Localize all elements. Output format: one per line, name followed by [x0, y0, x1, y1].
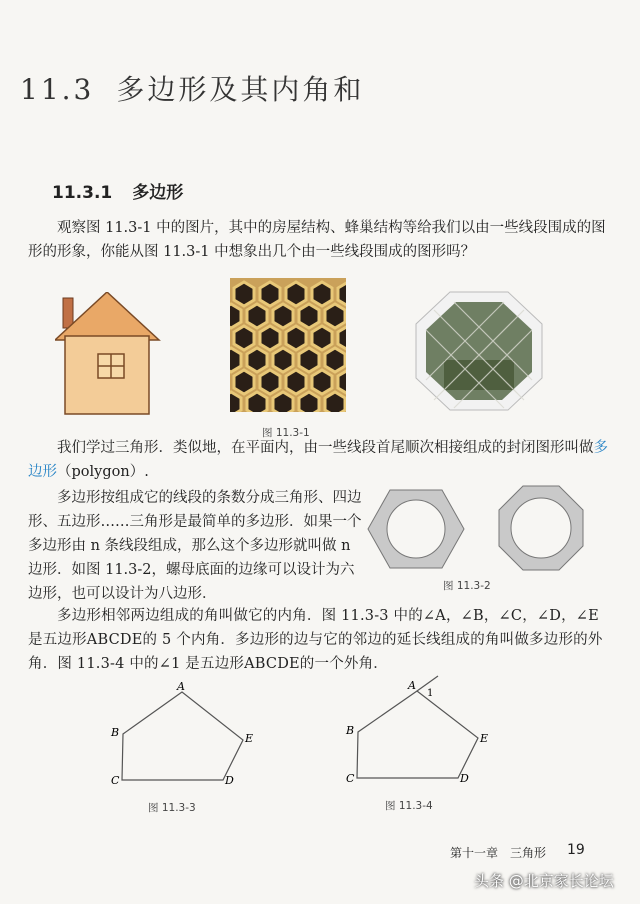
polygon-term: 多边形 — [28, 440, 608, 480]
vertex-label: B — [111, 726, 120, 739]
figure-caption: 图 11.3-3 — [148, 802, 196, 814]
pentagon-exterior-angle-figure — [338, 672, 502, 788]
page-number: 19 — [567, 842, 585, 858]
definition-text: 我们学过三角形．类似地，在平面内，由一些线段首尾顺次相接组成的封闭图形叫做 — [57, 440, 594, 456]
vertex-label: B — [346, 724, 355, 737]
figure-caption: 图 11.3-2 — [443, 580, 491, 592]
house-illustration — [55, 292, 165, 416]
vertex-label: C — [111, 774, 120, 787]
subsection-number: 11.3.1 — [52, 183, 113, 203]
angle-label: 1 — [427, 688, 434, 699]
subsection-title: 多边形 — [132, 183, 184, 203]
definition-english: （polygon）. — [57, 464, 149, 480]
section-number: 11.3 — [20, 73, 95, 106]
vertex-label: A — [408, 679, 416, 692]
footer-chapter: 第十一章 三角形 — [450, 846, 547, 860]
subsection-heading — [52, 178, 183, 203]
vertex-label: D — [460, 772, 469, 785]
octagon-nut — [498, 485, 584, 571]
vertex-label: E — [480, 732, 489, 745]
figure-caption: 图 11.3-4 — [385, 800, 433, 812]
vertex-label: C — [346, 772, 355, 785]
vertex-label: D — [225, 774, 234, 787]
paragraph-definition — [28, 436, 608, 484]
honeycomb-photo — [230, 278, 346, 412]
paragraph-observe: 观察图 11.3-1 中的图片，其中的房屋结构、蜂巢结构等给我们以由一些线段围成的图形的形象，你能从图 11.3-1 中想象出几个由一些线段围成的图形吗？ — [28, 220, 606, 260]
paragraph-interior-angles: 多边形相邻两边组成的角叫做它的内角．图 11.3-3 中的∠A，∠B，∠C，∠D，∠E 是五边形ABCDE的 5 个内角．多边形的边与它的邻边的延长线组成的角叫做多边形的外角．图 11.3-4 中的∠1 是五边形ABCDE的一个外角． — [28, 608, 603, 672]
pentagon-figure — [100, 678, 260, 790]
hexagon-nut — [366, 488, 466, 570]
figure-caption: 图 11.3-1 — [262, 427, 310, 439]
section-heading — [20, 68, 364, 108]
vertex-label: E — [245, 732, 254, 745]
section-title: 多边形及其内角和 — [116, 73, 365, 106]
vertex-label: A — [177, 680, 185, 693]
octagon-window-photo — [414, 290, 544, 412]
paragraph-classification: 多边形按组成它的线段的条数分成三角形、四边形、五边形……三角形是最简单的多边形．如果一个多边形由 n 条线段组成，那么这个多边形就叫做 n 边形．如图 11.3-2，螺母底面的边缘可以设计为六边形，也可以设计为八边形． — [28, 490, 362, 602]
watermark-text: 头条 @北京家长论坛 — [474, 872, 614, 890]
